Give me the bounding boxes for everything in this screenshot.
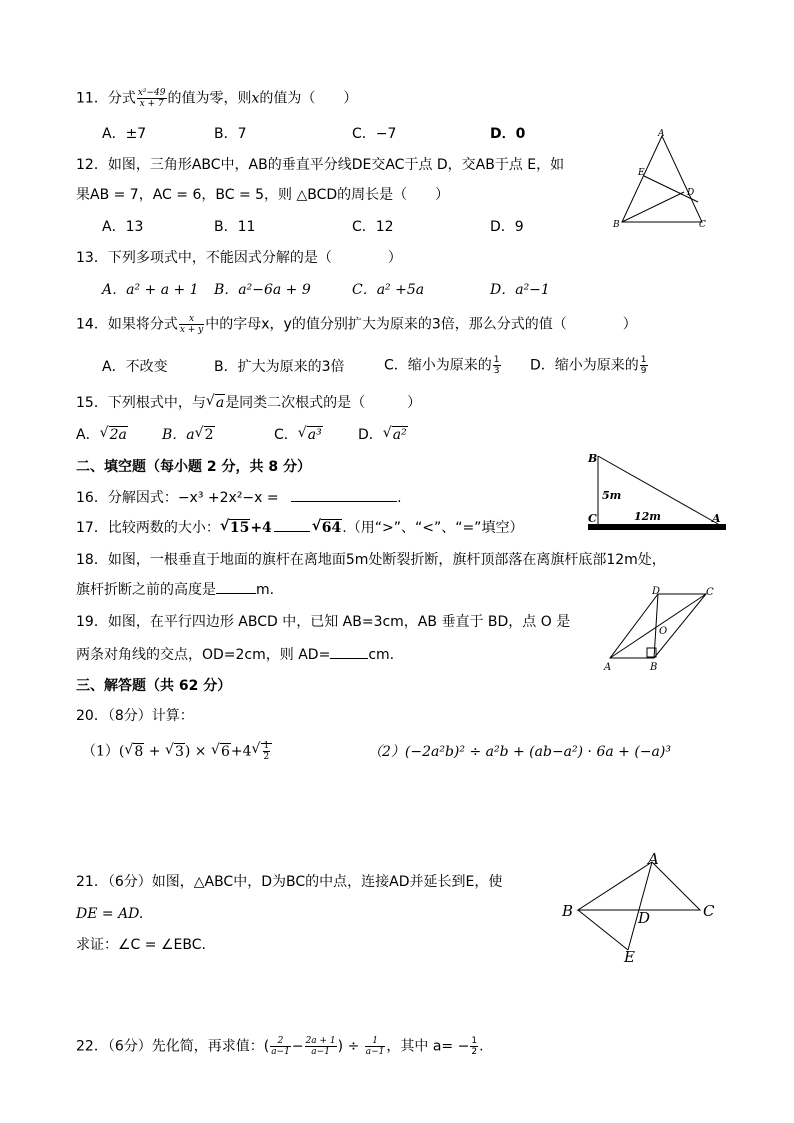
- label-a: A: [712, 512, 721, 525]
- question-17: 17．比较两数的大小：√ 15+4√ 64.（用“>”、“<”、“=”填空）: [76, 518, 523, 538]
- question-19-line2: 两条对角线的交点，OD=2cm，则 AD= cm.: [76, 647, 395, 663]
- q12-option-d: D．9: [490, 219, 524, 235]
- q14-option-d: D．缩小为原来的 $\frac{1}{9}$: [530, 355, 647, 376]
- label-d: D: [652, 586, 661, 597]
- question-21-line1: 21．（6分）如图，△ABC中，D为BC的中点，连接AD并延长到E，使: [76, 874, 503, 890]
- q14-option-b: B．扩大为原来的3倍: [214, 359, 345, 375]
- q14-option-c: C．缩小为原来的 $\frac{1}{3}$: [384, 355, 500, 376]
- label-c: C: [706, 587, 714, 598]
- section-2-heading: 二、填空题（每小题 2 分，共 8 分）: [76, 459, 311, 475]
- label-c: C: [588, 512, 597, 525]
- question-11: 11．分式 $\frac{\text{x²−49}}{x + 7}$ 的值为零，则x的值为（ ）: [76, 88, 358, 109]
- label-c: C: [703, 902, 715, 920]
- label-height: 5m: [602, 489, 622, 502]
- question-13: 13．下列多项式中，不能因式分解的是（ ）: [76, 250, 402, 266]
- label-b: B: [562, 902, 574, 920]
- label-o: O: [659, 626, 668, 637]
- question-12-line1: 12．如图，三角形ABC中，AB的垂直平分线DE交AC于点 D，交AB于点 E，如: [76, 157, 565, 173]
- label-b: B: [613, 220, 620, 230]
- q13-option-d: D．a²−1: [490, 282, 550, 298]
- q18-flagpole-figure: [584, 452, 730, 534]
- q13-option-b: B．a²−6a + 9: [214, 282, 311, 298]
- label-b: B: [650, 662, 658, 673]
- answer-blank: [216, 593, 256, 594]
- question-14: 14．如果将分式 $\frac{x}{x + y}$ 中的字母x，y的值分别扩大为原来的3倍，那么分式的值（ ）: [76, 314, 637, 335]
- question-15: 15．下列根式中，与√ a是同类二次根式的是（ ）: [76, 393, 421, 413]
- fraction: $\frac{\text{x²−49}}{x + 7}$: [137, 88, 166, 109]
- radical: √ a: [206, 393, 225, 413]
- section-3-heading: 三、解答题（共 62 分）: [76, 678, 232, 694]
- question-16: 16．分解因式：−x³ +2x²−x = .: [76, 490, 402, 506]
- question-22: 22．（6分）先化简，再求值：( $\frac{2}{a-1}$ − $\frac{2a + 1}{a-1}$ ) ÷ $\frac{1}{a-1}$ ，其中 a= − $\frac{1}{2}$ .: [76, 1036, 484, 1057]
- q21-triangle-figure: [560, 850, 730, 964]
- q14-option-a: A．不改变: [102, 359, 168, 375]
- q11-option-a: A．±7: [102, 126, 147, 142]
- q13-option-c: C．a² +5a: [352, 282, 425, 298]
- q15-option-b: B．a√ 2: [162, 425, 215, 445]
- question-21-line2: DE = AD.: [76, 906, 144, 922]
- question-21-line3: 求证：∠C = ∠EBC.: [76, 937, 206, 953]
- q15-option-c: C．√ a³: [274, 425, 323, 445]
- question-18-line2: 旗杆折断之前的高度是 m.: [76, 582, 275, 598]
- label-distance: 12m: [634, 510, 661, 523]
- q12-option-a: A．13: [102, 219, 144, 235]
- label-a: A: [648, 850, 659, 868]
- q12-option-c: C．12: [352, 219, 394, 235]
- q11-option-b: B．7: [214, 126, 247, 142]
- label-c: C: [699, 220, 706, 230]
- q20-part-1: （1）(√ 8 + √ 3) × √ 6+4 √ $\frac{1}{2}$: [82, 741, 272, 762]
- q13-option-a: A．a² + a + 1: [102, 282, 199, 298]
- question-19-line1: 19．如图，在平行四边形 ABCD 中，已知 AB=3cm，AB 垂直于 BD，点 O 是: [76, 614, 571, 630]
- label-a: A: [658, 129, 665, 139]
- q11-option-d: D．0: [490, 126, 526, 142]
- q15-option-a: A．√ 2a: [76, 425, 128, 445]
- q20-part-2: （2）(−2a²b)² ÷ a²b + (ab−a²) · 6a + (−a)³: [368, 744, 671, 760]
- label-e: E: [624, 948, 635, 966]
- question-18-line1: 18．如图，一根垂直于地面的旗杆在离地面5m处断裂折断，旗杆顶部落在离旗杆底部12m处，: [76, 552, 666, 568]
- answer-blank: [330, 658, 368, 659]
- label-a: A: [604, 662, 612, 673]
- q12-option-b: B．11: [214, 219, 256, 235]
- q11-option-c: C．−7: [352, 126, 397, 142]
- label-d: D: [687, 188, 695, 198]
- answer-blank: [274, 531, 310, 532]
- fraction: $\frac{x}{x + y}$: [179, 314, 204, 335]
- question-12-line2: 果AB = 7，AC = 6，BC = 5，则 △BCD的周长是（ ）: [76, 187, 450, 203]
- q19-parallelogram-figure: [598, 584, 722, 674]
- answer-blank: [291, 501, 397, 502]
- question-20: 20．（8分）计算：: [76, 708, 194, 724]
- label-e: E: [638, 168, 645, 178]
- q15-option-d: D．√ a²: [358, 425, 408, 445]
- label-b: B: [588, 452, 598, 465]
- label-d: D: [638, 909, 651, 927]
- q12-triangle-figure: [612, 128, 712, 232]
